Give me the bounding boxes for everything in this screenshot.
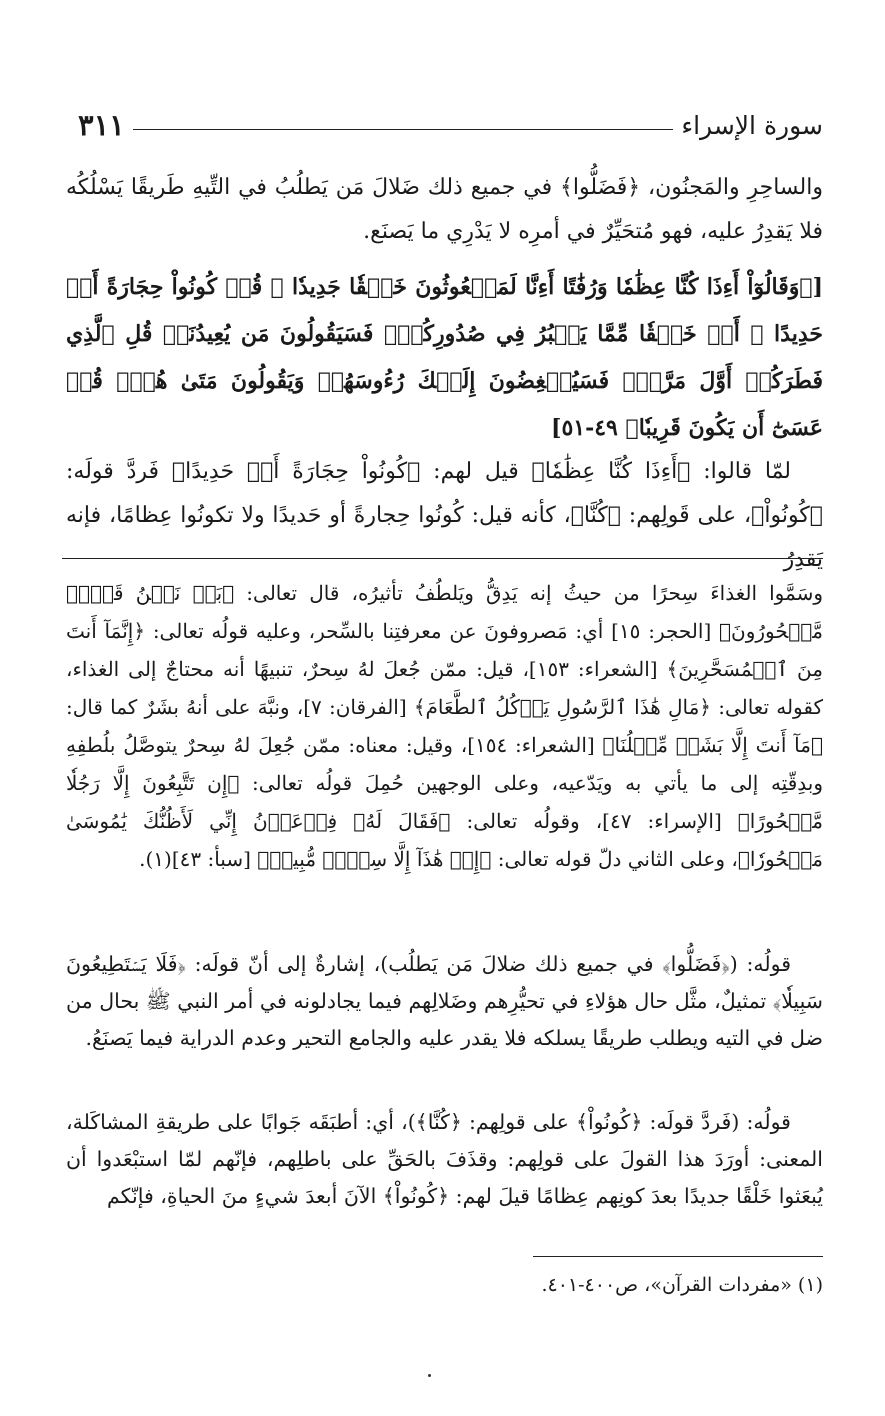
paragraph-text: والساحِرِ والمَجنُون، ﴿فَضَلُّوا﴾ في جميع ذلك ضَلالَ مَن يَطلُبُ في التِّيهِ طَريقًا يَسْلُكُه فلا يَقدِرُ عليه، فهو مُتحَيِّرٌ في أمرِه لا يَدْرِي ما يَصنَع. <box>66 175 823 244</box>
commentary-paragraph-2 <box>66 450 823 582</box>
footnote-divider <box>533 1256 823 1257</box>
footnote <box>66 1268 823 1302</box>
gloss-paragraph-1 <box>66 574 823 878</box>
gloss-paragraph-3 <box>66 1104 823 1215</box>
paragraph-text: قولُه: (فَردَّ قولَه: ﴿كُونُواْ﴾ على قولِهم: ﴿كُنَّا﴾)، أي: أطبَقَه جَوابًا على طريقةِ المشاكَلة، المعنى: أورَدَ هذا القولَ على قولِهم: وقذَفَ بالحَقِّ على باطلِهم، فإنّهم لمّا استبْعَدوا أن يُبعَثوا خَلْقًا جديدًا بعدَ كونِهم عِظامًا قيلَ لهم: ﴿كُونُواْ﴾ الآنَ أبعدَ شيءٍ منَ الحياةِ، فإنّكم <box>66 1110 823 1208</box>
paragraph-text: قولُه: (﴿فَضَلُّوا﴾ في جميع ذلك ضلالَ مَن يَطلُب)، إشارةٌ إلى أنّ قولَه: ﴿فَلَا يَسۡتَطِيعُونَ سَبِيلٗا﴾ تمثيلٌ، مثَّل حال هؤلاءِ في تحيُّرِهم وضَلالِهم فيما يجادلونه في أمر النبي ﷺ بحال من ضل في التيه ويطلب طريقًا يسلكه فلا يقدر عليه والجامع التحير وعدم الدراية فيما يَصنَعُ. <box>66 952 823 1050</box>
gloss-paragraph-2 <box>66 946 823 1057</box>
commentary-paragraph-1 <box>66 166 823 254</box>
paragraph-text: وسَمَّوا الغذاءَ سِحرًا من حيثُ إنه يَدِقُّ ويَلطُفُ تأثيرُه، قال تعالى: ﴿بَلۡ نَحۡنُ قَوۡمٞ مَّسۡحُورُونَ﴾ [الحجر: ١٥] أي: مَصروفونَ عن معرفتِنا بالسِّحر، وعليه قولُه تعالى: ﴿إِنَّمَآ أَنتَ مِنَ ٱلۡمُسَحَّرِينَ﴾ [الشعراء: ١٥٣]، قيل: ممّن جُعلَ لهُ سِحرٌ، تنبيهًا أنه محتاجٌ إلى الغذاء، كقوله تعالى: ﴿مَالِ هَٰذَا ٱلرَّسُولِ يَأۡكُلُ ٱلطَّعَامَ﴾ [الفرقان: ٧]، ونبَّهَ على أنهُ بشَرٌ كما قال: ﴿مَآ أَنتَ إِلَّا بَشَرٞ مِّثۡلُنَا﴾ [الشعراء: ١٥٤]، وقيل: معناه: ممّن جُعِلَ لهُ سِحرٌ يتوصَّلُ بلُطفِهِ وبدِقّتِه إلى ما يأتي به ويَدّعيه، وعلى الوجهين حُمِلَ قولُه تعالى: ﴿إِن تَتَّبِعُونَ إِلَّا رَجُلٗا مَّسۡحُورًا﴾ [الإسراء: ٤٧]، وقولُه تعالى: ﴿فَقَالَ لَهُۥ فِرۡعَوۡنُ إِنِّي لَأَظُنُّكَ يَٰمُوسَىٰ مَسۡحُورٗا﴾، وعلى الثاني دلّ قوله تعالى: ﴿إِنۡ هَٰذَآ إِلَّا سِحۡرٞ مُّبِينٞ﴾ [سبأ: ٤٣](١). <box>66 581 824 871</box>
paragraph-text: لمّا قالوا: ﴿أَءِذَا كُنَّا عِظَٰمٗا﴾ قيل لهم: ﴿كُونُواْ حِجَارَةً أَوۡ حَدِيدًا﴾ فَردَّ قولَه: ﴿كُونُواْ﴾، على قَولِهم: ﴿كُنَّا﴾، كأنه قيل: كُونُوا حِجارةً أو حَديدًا ولا تكونُوا عِظامًا، فإنه يَقدِرُ <box>66 459 823 572</box>
verse-text: [﴿وَقَالُوٓاْ أَءِذَا كُنَّا عِظَٰمٗا وَرُفَٰتًا أَءِنَّا لَمَبۡعُوثُونَ خَلۡقٗا جَدِيدٗا ۞ قُلۡ كُونُواْ حِجَارَةً أَوۡ حَدِيدًا ۞ أَوۡ خَلۡقٗا مِّمَّا يَكۡبُرُ فِي صُدُورِكُمۡۚ فَسَيَقُولُونَ مَن يُعِيدُنَاۖ قُلِ ٱلَّذِي فَطَرَكُمۡ أَوَّلَ مَرَّةٖۚ فَسَيُنۡغِضُونَ إِلَيۡكَ رُءُوسَهُمۡ وَيَقُولُونَ مَتَىٰ هُوَۖ قُلۡ عَسَىٰٓ أَن يَكُونَ قَرِيبٗا﴾ ٤٩-٥١] <box>66 274 823 441</box>
page-speck <box>428 1374 431 1377</box>
page-number: ٣١١ <box>78 108 125 142</box>
surah-title: سورة الإسراء <box>681 111 823 140</box>
header-rule <box>133 129 674 130</box>
section-divider <box>62 558 823 559</box>
page-header <box>78 100 823 142</box>
quran-verse-block <box>66 264 823 452</box>
footnote-text: (١) «مفردات القرآن»، ص٤٠٠-٤٠١. <box>541 1274 823 1296</box>
